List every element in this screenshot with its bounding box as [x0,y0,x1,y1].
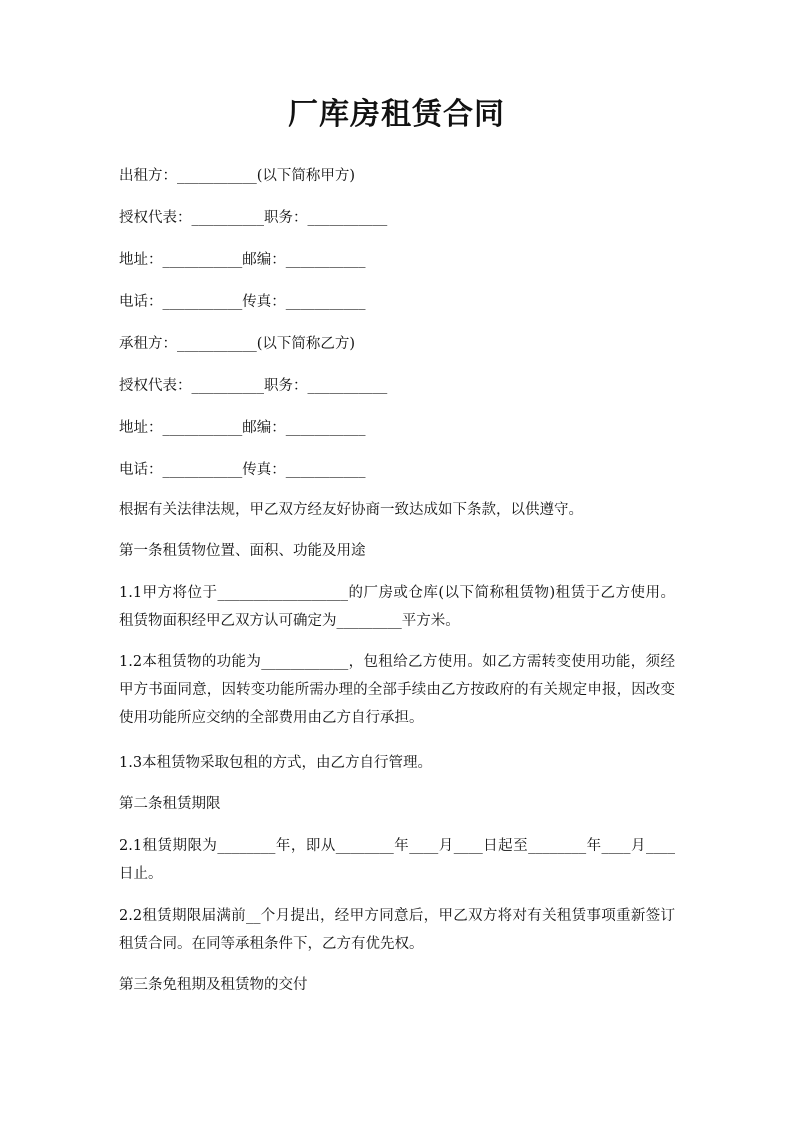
lessor-phone-line: 电话：___________传真：___________ [119,294,366,310]
lessor-name-line: 出租方：___________(以下简称甲方) [119,168,356,184]
clause-2-1: 2.1租赁期限为________年，即从________年____月____日起至________年____月____日止。 [119,838,675,882]
clause-1-2: 1.2本租赁物的功能为____________，包租给乙方使用。如乙方需转变使用功能，须经甲方书面同意，因转变功能所需办理的全部手续由乙方按政府的有关规定申报，因改变使用功能所应交纳的全部费用由乙方自行承担。 [119,654,675,726]
article-3-heading: 第三条免租期及租赁物的交付 [119,977,308,993]
preamble-paragraph: 根据有关法律法规，甲乙双方经友好协商一致达成如下条款，以供遵守。 [119,502,583,518]
article-2-heading: 第二条租赁期限 [119,796,221,812]
lessee-representative-line: 授权代表：__________职务：___________ [119,378,388,394]
article-1-heading: 第一条租赁物位置、面积、功能及用途 [119,543,366,559]
lessee-address-line: 地址：___________邮编：___________ [119,420,366,436]
lessee-name-line: 承租方：___________(以下简称乙方) [119,336,356,352]
clause-1-1: 1.1甲方将位于__________________的厂房或仓库(以下简称租赁物)租赁于乙方使用。租赁物面积经甲乙双方认可确定为_________平方米。 [119,585,675,629]
document-title: 厂库房租赁合同 [288,97,505,132]
lessee-phone-line: 电话：___________传真：___________ [119,462,366,478]
lessor-representative-line: 授权代表：__________职务：___________ [119,210,388,226]
clause-2-2: 2.2租赁期限届满前__个月提出，经甲方同意后，甲乙双方将对有关租赁事项重新签订租赁合同。在同等承租条件下，乙方有优先权。 [119,908,675,952]
lessor-address-line: 地址：___________邮编：___________ [119,252,366,268]
clause-1-3: 1.3本租赁物采取包租的方式，由乙方自行管理。 [119,755,433,771]
